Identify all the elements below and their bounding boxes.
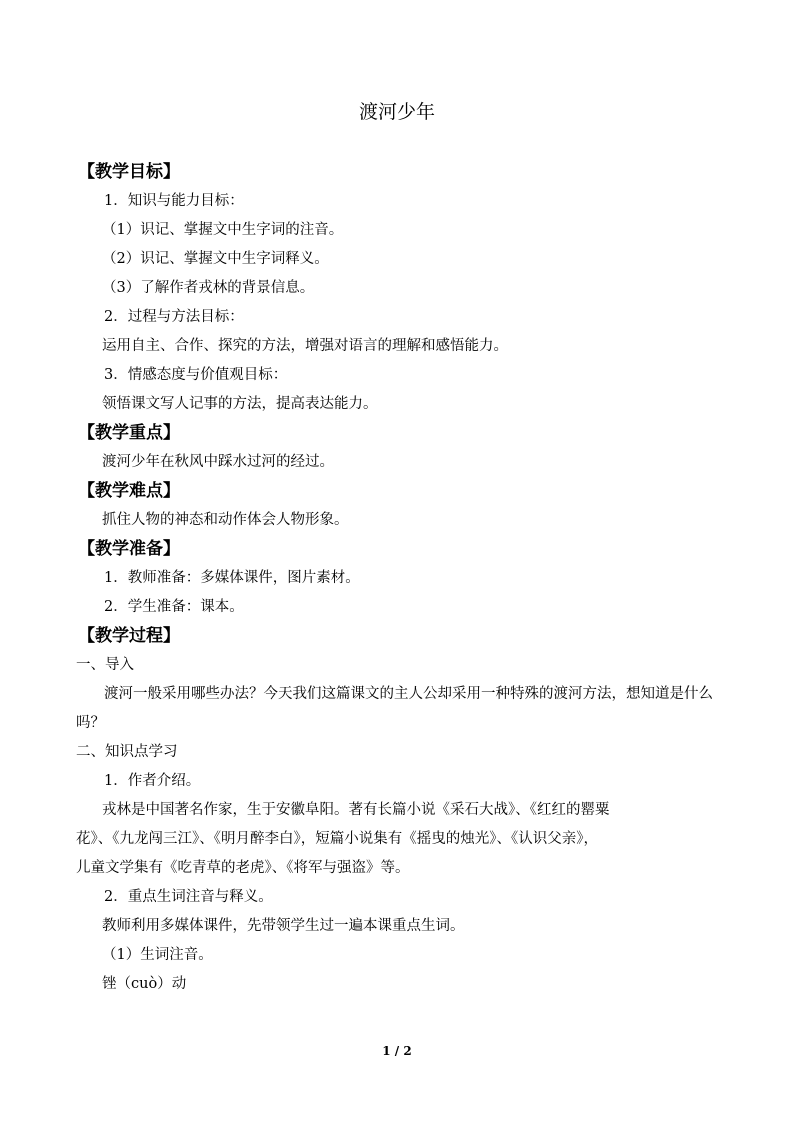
section-heading-difficulties: 【教学难点】: [78, 481, 180, 501]
objective-item: 领悟课文写人记事的方法，提高表达能力。: [102, 396, 378, 412]
teacher-paragraph: 教师利用多媒体课件，先带领学生过一遍本课重点生词。: [102, 918, 465, 934]
document-body: [76, 158, 726, 999]
objective-item: 1．知识与能力目标：: [104, 193, 244, 209]
objective-item: 2．过程与方法目标：: [104, 309, 244, 325]
section-heading-key-points: 【教学重点】: [78, 423, 180, 443]
objective-item: （2）识记、掌握文中生字词释义。: [102, 251, 329, 267]
objective-item: （1）识记、掌握文中生字词的注音。: [102, 222, 344, 238]
process-part-title: 二、知识点学习: [76, 744, 178, 760]
difficulties-text: 抓住人物的神态和动作体会人物形象。: [102, 512, 349, 528]
process-item: 1．作者介绍。: [104, 773, 201, 789]
section-heading-preparation: 【教学准备】: [78, 539, 180, 559]
author-paragraph-line: 儿童文学集有《吃青草的老虎》、《将军与强盗》等。: [76, 860, 410, 876]
preparation-item: 2．学生准备：课本。: [104, 599, 244, 615]
vocab-word: 锉（cuò）动: [102, 976, 187, 992]
process-item: 2．重点生词注音与释义。: [104, 889, 273, 905]
section-heading-process: 【教学过程】: [78, 626, 180, 646]
page-number: 1 / 2: [382, 1044, 412, 1058]
process-part-title: 一、导入: [76, 657, 134, 673]
objective-item: 3．情感态度与价值观目标：: [104, 367, 288, 383]
author-paragraph-line: 花》、《九龙闯三江》、《明月醉李白》，短篇小说集有《摇曳的烛光》、《认识父亲》，: [76, 831, 598, 847]
key-points-text: 渡河少年在秋风中踩水过河的经过。: [102, 454, 334, 470]
document-title: 渡河少年: [358, 101, 435, 123]
process-subitem: （1）生词注音。: [102, 947, 213, 963]
intro-paragraph: 渡河一般采用哪些办法？今天我们这篇课文的主人公却采用一种特殊的渡河方法，想知道是什么吗？: [76, 686, 713, 731]
section-heading-objectives: 【教学目标】: [78, 162, 180, 182]
objective-item: 运用自主、合作、探究的方法，增强对语言的理解和感悟能力。: [102, 338, 508, 354]
author-paragraph-line: 戎林是中国著名作家，生于安徽阜阳。著有长篇小说《采石大战》、《红红的罂粟: [102, 802, 610, 818]
objective-item: （3）了解作者戎林的背景信息。: [102, 280, 315, 296]
preparation-item: 1．教师准备：多媒体课件，图片素材。: [104, 570, 360, 586]
